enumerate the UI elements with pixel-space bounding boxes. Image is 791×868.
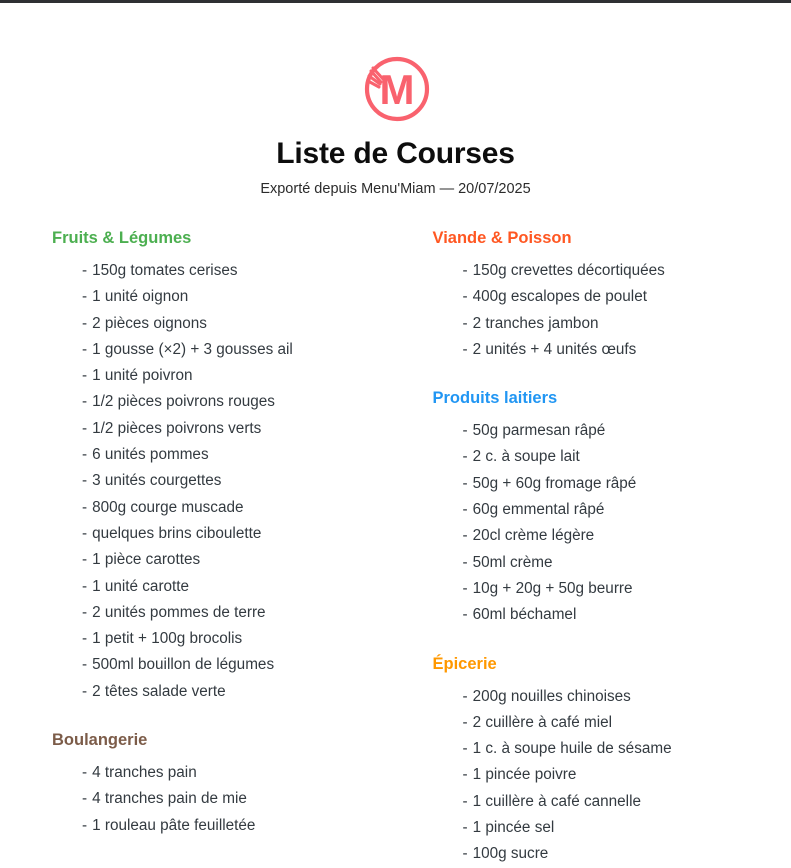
list-item bbox=[82, 363, 391, 389]
list-item bbox=[463, 444, 750, 470]
list-marker: - bbox=[82, 472, 88, 490]
list-item bbox=[82, 337, 391, 363]
list-item bbox=[82, 495, 391, 521]
list-marker: - bbox=[462, 792, 468, 810]
svg-text:M: M bbox=[379, 66, 414, 113]
list-item bbox=[82, 813, 391, 839]
list-marker: - bbox=[462, 262, 468, 279]
list-marker: - bbox=[82, 393, 88, 411]
list-marker: - bbox=[82, 630, 88, 648]
item-text: 50g parmesan râpé bbox=[472, 422, 606, 440]
item-text: 60ml béchamel bbox=[472, 606, 577, 624]
item-text: quelques brins ciboulette bbox=[92, 524, 262, 542]
list-item bbox=[82, 468, 391, 494]
list-item bbox=[463, 736, 750, 762]
item-text: 400g escalopes de poulet bbox=[472, 288, 647, 306]
item-text: 150g tomates cerises bbox=[92, 262, 238, 279]
page-title: Liste de Courses bbox=[276, 137, 515, 170]
item-text: 2 unités pommes de terre bbox=[92, 603, 266, 621]
list-marker: - bbox=[82, 340, 88, 358]
list-marker: - bbox=[82, 551, 88, 569]
list-item bbox=[82, 311, 391, 337]
item-text: 50g + 60g fromage râpé bbox=[472, 474, 637, 492]
list-marker: - bbox=[82, 367, 88, 385]
list-item bbox=[82, 521, 391, 547]
item-text: 1 pièce carottes bbox=[92, 551, 201, 569]
item-text: 1/2 pièces poivrons verts bbox=[92, 419, 262, 437]
list-item bbox=[82, 547, 391, 573]
list-item bbox=[463, 471, 750, 497]
shopping-list-page bbox=[0, 3, 791, 863]
list-marker: - bbox=[82, 288, 88, 306]
list-item bbox=[463, 258, 750, 284]
item-text: 1 pincée sel bbox=[472, 819, 555, 837]
list-marker: - bbox=[462, 422, 468, 440]
list-item bbox=[463, 418, 750, 444]
item-text: 2 cuillère à café miel bbox=[472, 713, 613, 731]
list-item bbox=[463, 523, 750, 549]
list-marker: - bbox=[462, 340, 468, 358]
list-item bbox=[463, 284, 750, 310]
list-item bbox=[463, 841, 750, 867]
list-item bbox=[463, 602, 750, 628]
item-text: 800g courge muscade bbox=[92, 498, 244, 516]
list-item bbox=[463, 576, 750, 602]
shopping-list-columns bbox=[0, 229, 791, 868]
list-marker: - bbox=[82, 446, 88, 464]
list-marker: - bbox=[462, 819, 468, 837]
list-item bbox=[463, 762, 750, 788]
list-item bbox=[82, 442, 391, 468]
list-marker: - bbox=[462, 501, 468, 519]
item-list-fruits-legumes bbox=[52, 258, 391, 705]
list-marker: - bbox=[82, 764, 88, 782]
section-title-fruits-legumes: Fruits & Légumes bbox=[52, 229, 192, 247]
item-text: 2 tranches jambon bbox=[472, 314, 599, 332]
list-marker: - bbox=[462, 740, 468, 758]
item-text: 50ml crème bbox=[472, 553, 553, 571]
item-text: 1 unité oignon bbox=[92, 288, 189, 306]
item-list-boulangerie bbox=[52, 760, 391, 839]
list-marker: - bbox=[462, 713, 468, 731]
list-item bbox=[463, 550, 750, 576]
left-column bbox=[52, 229, 401, 839]
list-marker: - bbox=[462, 845, 468, 863]
list-marker: - bbox=[82, 524, 88, 542]
list-marker: - bbox=[82, 314, 88, 332]
item-text: 2 c. à soupe lait bbox=[472, 448, 580, 466]
item-text: 4 tranches pain de mie bbox=[92, 790, 247, 808]
list-marker: - bbox=[462, 448, 468, 466]
list-marker: - bbox=[462, 314, 468, 332]
list-item bbox=[82, 679, 391, 705]
list-marker: - bbox=[82, 419, 88, 437]
section-produits-laitiers bbox=[433, 389, 750, 628]
document-header bbox=[0, 3, 791, 197]
item-text: 2 unités + 4 unités œufs bbox=[472, 340, 637, 358]
item-text: 100g sucre bbox=[472, 845, 549, 863]
list-marker: - bbox=[462, 606, 468, 624]
list-item bbox=[82, 760, 391, 786]
list-item bbox=[82, 786, 391, 812]
list-item bbox=[463, 789, 750, 815]
list-marker: - bbox=[82, 656, 88, 674]
list-marker: - bbox=[82, 790, 88, 808]
item-text: 4 tranches pain bbox=[92, 764, 197, 782]
item-list-epicerie bbox=[433, 684, 750, 868]
list-item bbox=[82, 652, 391, 678]
section-boulangerie bbox=[52, 731, 391, 839]
section-title-boulangerie: Boulangerie bbox=[52, 731, 148, 750]
list-marker: - bbox=[82, 262, 88, 279]
item-text: 150g crevettes décortiquées bbox=[472, 262, 665, 279]
list-item bbox=[82, 389, 391, 415]
list-item bbox=[82, 626, 391, 652]
section-epicerie bbox=[433, 655, 750, 868]
item-list-produits-laitiers bbox=[433, 418, 750, 628]
item-text: 1 pincée poivre bbox=[472, 766, 577, 784]
list-marker: - bbox=[82, 603, 88, 621]
menu-miam-logo-icon bbox=[359, 51, 433, 125]
item-text: 20cl crème légère bbox=[472, 527, 595, 545]
list-marker: - bbox=[82, 577, 88, 595]
list-item bbox=[82, 416, 391, 442]
list-item bbox=[463, 311, 750, 337]
list-item bbox=[82, 284, 391, 310]
item-text: 1 gousse (×2) + 3 gousses ail bbox=[92, 340, 293, 358]
list-marker: - bbox=[462, 527, 468, 545]
list-marker: - bbox=[462, 553, 468, 571]
item-text: 3 unités courgettes bbox=[92, 472, 222, 490]
list-marker: - bbox=[82, 816, 88, 834]
item-text: 6 unités pommes bbox=[92, 446, 209, 464]
list-marker: - bbox=[462, 579, 468, 597]
item-text: 1 rouleau pâte feuilletée bbox=[92, 816, 256, 834]
list-item bbox=[82, 258, 391, 284]
list-marker: - bbox=[462, 766, 468, 784]
list-item bbox=[463, 497, 750, 523]
item-text: 1 unité poivron bbox=[92, 367, 193, 385]
list-item bbox=[82, 574, 391, 600]
item-list-viande-poisson bbox=[433, 258, 750, 363]
export-subtitle: Exporté depuis Menu'Miam — 20/07/2025 bbox=[260, 181, 531, 197]
list-marker: - bbox=[82, 682, 88, 700]
item-text: 1 petit + 100g brocolis bbox=[92, 630, 243, 648]
list-item bbox=[463, 815, 750, 841]
item-text: 2 têtes salade verte bbox=[92, 682, 226, 700]
section-fruits-legumes bbox=[52, 229, 391, 705]
list-item bbox=[82, 600, 391, 626]
item-text: 10g + 20g + 50g beurre bbox=[472, 579, 633, 597]
section-title-produits-laitiers: Produits laitiers bbox=[432, 389, 558, 408]
list-item bbox=[463, 337, 750, 363]
item-text: 500ml bouillon de légumes bbox=[92, 656, 275, 674]
list-marker: - bbox=[462, 288, 468, 306]
section-title-epicerie: Épicerie bbox=[432, 654, 497, 673]
list-marker: - bbox=[462, 474, 468, 492]
item-text: 200g nouilles chinoises bbox=[472, 687, 631, 705]
item-text: 1 c. à soupe huile de sésame bbox=[472, 740, 672, 758]
item-text: 60g emmental râpé bbox=[472, 501, 605, 519]
list-item bbox=[463, 710, 750, 736]
item-text: 1 cuillère à café cannelle bbox=[472, 792, 641, 810]
list-marker: - bbox=[462, 687, 468, 705]
section-viande-poisson bbox=[433, 229, 750, 363]
item-text: 1/2 pièces poivrons rouges bbox=[92, 393, 275, 411]
right-column bbox=[401, 229, 750, 868]
list-item bbox=[463, 684, 750, 710]
item-text: 1 unité carotte bbox=[92, 577, 190, 595]
item-text: 2 pièces oignons bbox=[92, 314, 207, 332]
list-marker: - bbox=[82, 498, 88, 516]
section-title-viande-poisson: Viande & Poisson bbox=[432, 229, 572, 247]
